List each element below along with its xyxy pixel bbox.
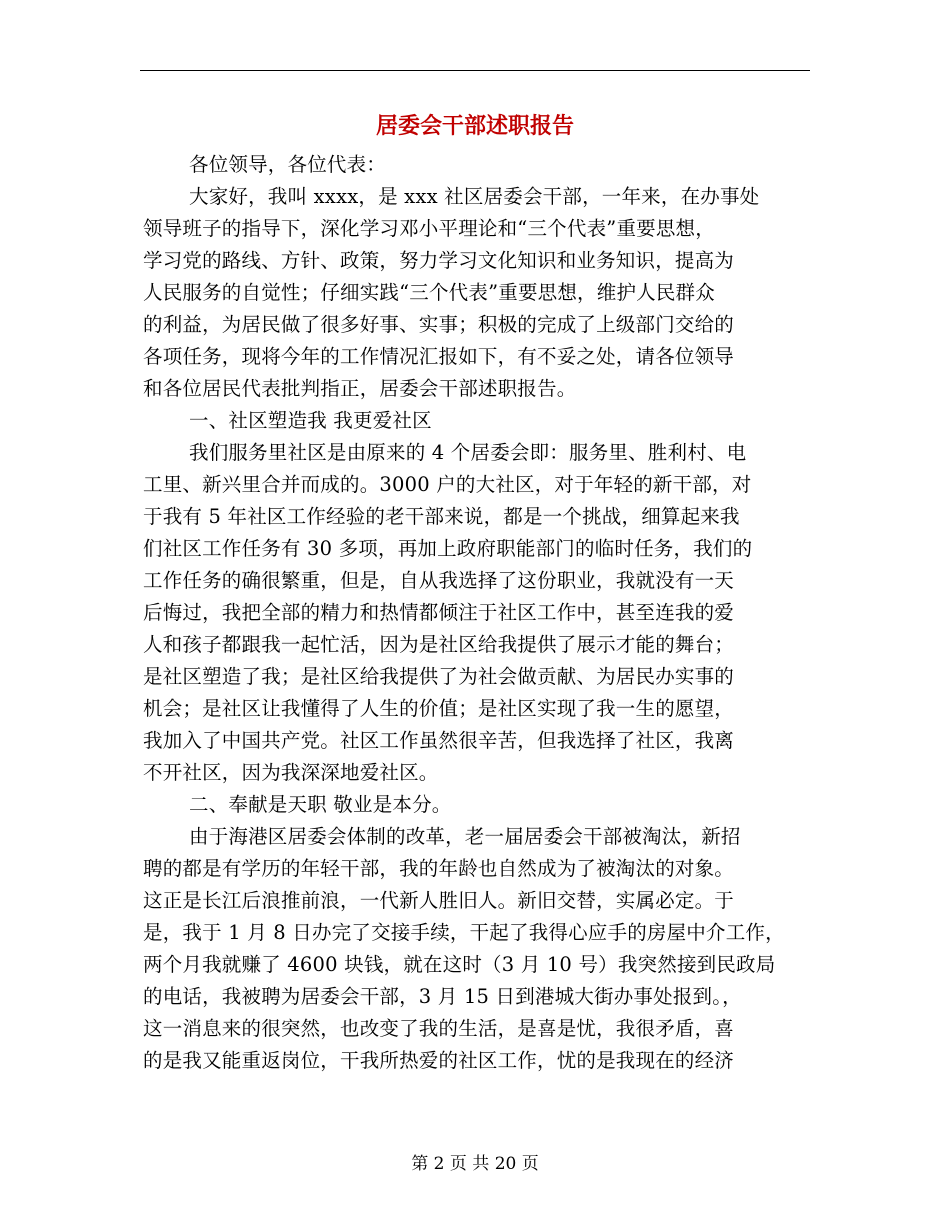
body-line: 各项任务，现将今年的工作情况汇报如下，有不妥之处，请各位领导 bbox=[143, 345, 735, 368]
body-line: 于我有 5 年社区工作经验的老干部来说，都是一个挑战，细算起来我 bbox=[143, 505, 740, 528]
document-title: 居委会干部述职报告 bbox=[375, 113, 574, 139]
body-line: 后悔过，我把全部的精力和热情都倾注于社区工作中，甚至连我的爱 bbox=[143, 601, 735, 624]
body-line: 的利益，为居民做了很多好事、实事；积极的完成了上级部门交给的 bbox=[143, 313, 735, 336]
body-line: 是，我于 1 月 8 日办完了交接手续，干起了我得心应手的房屋中介工作， bbox=[143, 921, 785, 944]
body-line: 人和孩子都跟我一起忙活，因为是社区给我提供了展示才能的舞台； bbox=[143, 633, 735, 656]
body-line: 工作任务的确很繁重，但是，自从我选择了这份职业，我就没有一天 bbox=[143, 569, 735, 592]
page-number: 第 2 页 共 20 页 bbox=[411, 1154, 539, 1174]
body-line: 大家好，我叫 xxxx，是 xxx 社区居委会干部，一年来，在办事处 bbox=[189, 185, 760, 208]
body-line: 二、奉献是天职 敬业是本分。 bbox=[189, 793, 452, 816]
body-line: 由于海港区居委会体制的改革，老一届居委会干部被淘汰，新招 bbox=[189, 825, 741, 848]
body-line: 们社区工作任务有 30 多项，再加上政府职能部门的临时任务，我们的 bbox=[143, 537, 753, 560]
body-line: 两个月我就赚了 4600 块钱，就在这时（3 月 10 号）我突然接到民政局 bbox=[143, 953, 776, 976]
body-line: 的是我又能重返岗位，干我所热爱的社区工作，忧的是我现在的经济 bbox=[143, 1049, 735, 1072]
body-line: 这一消息来的很突然，也改变了我的生活，是喜是忧，我很矛盾，喜 bbox=[143, 1017, 735, 1040]
body-line: 不开社区，因为我深深地爱社区。 bbox=[143, 761, 439, 784]
body-line: 人民服务的自觉性；仔细实践“三个代表”重要思想，维护人民群众 bbox=[143, 281, 715, 304]
body-line: 各位领导，各位代表： bbox=[189, 153, 387, 176]
body-line: 工里、新兴里合并而成的。3000 户的大社区，对于年轻的新干部，对 bbox=[143, 473, 752, 496]
body-line: 我们服务里社区是由原来的 4 个居委会即：服务里、胜利村、电 bbox=[189, 441, 747, 464]
header-rule bbox=[140, 70, 810, 71]
body-line: 和各位居民代表批判指正，居委会干部述职报告。 bbox=[143, 377, 577, 400]
body-line: 的电话，我被聘为居委会干部，3 月 15 日到港城大街办事处报到。， bbox=[143, 985, 742, 1008]
document-body bbox=[143, 149, 813, 1077]
body-line: 学习党的路线、方针、政策，努力学习文化知识和业务知识，提高为 bbox=[143, 249, 735, 272]
body-line: 机会；是社区让我懂得了人生的价值；是社区实现了我一生的愿望， bbox=[143, 697, 735, 720]
body-line: 这正是长江后浪推前浪，一代新人胜旧人。新旧交替，实属必定。于 bbox=[143, 889, 735, 912]
body-line: 一、社区塑造我 我更爱社区 bbox=[189, 409, 432, 432]
body-line: 我加入了中国共产党。社区工作虽然很辛苦，但我选择了社区，我离 bbox=[143, 729, 735, 752]
body-line: 领导班子的指导下，深化学习邓小平理论和“三个代表”重要思想， bbox=[143, 217, 715, 240]
body-line: 是社区塑造了我；是社区给我提供了为社会做贡献、为居民办实事的 bbox=[143, 665, 735, 688]
body-line: 聘的都是有学历的年轻干部，我的年龄也自然成为了被淘汰的对象。 bbox=[143, 857, 735, 880]
